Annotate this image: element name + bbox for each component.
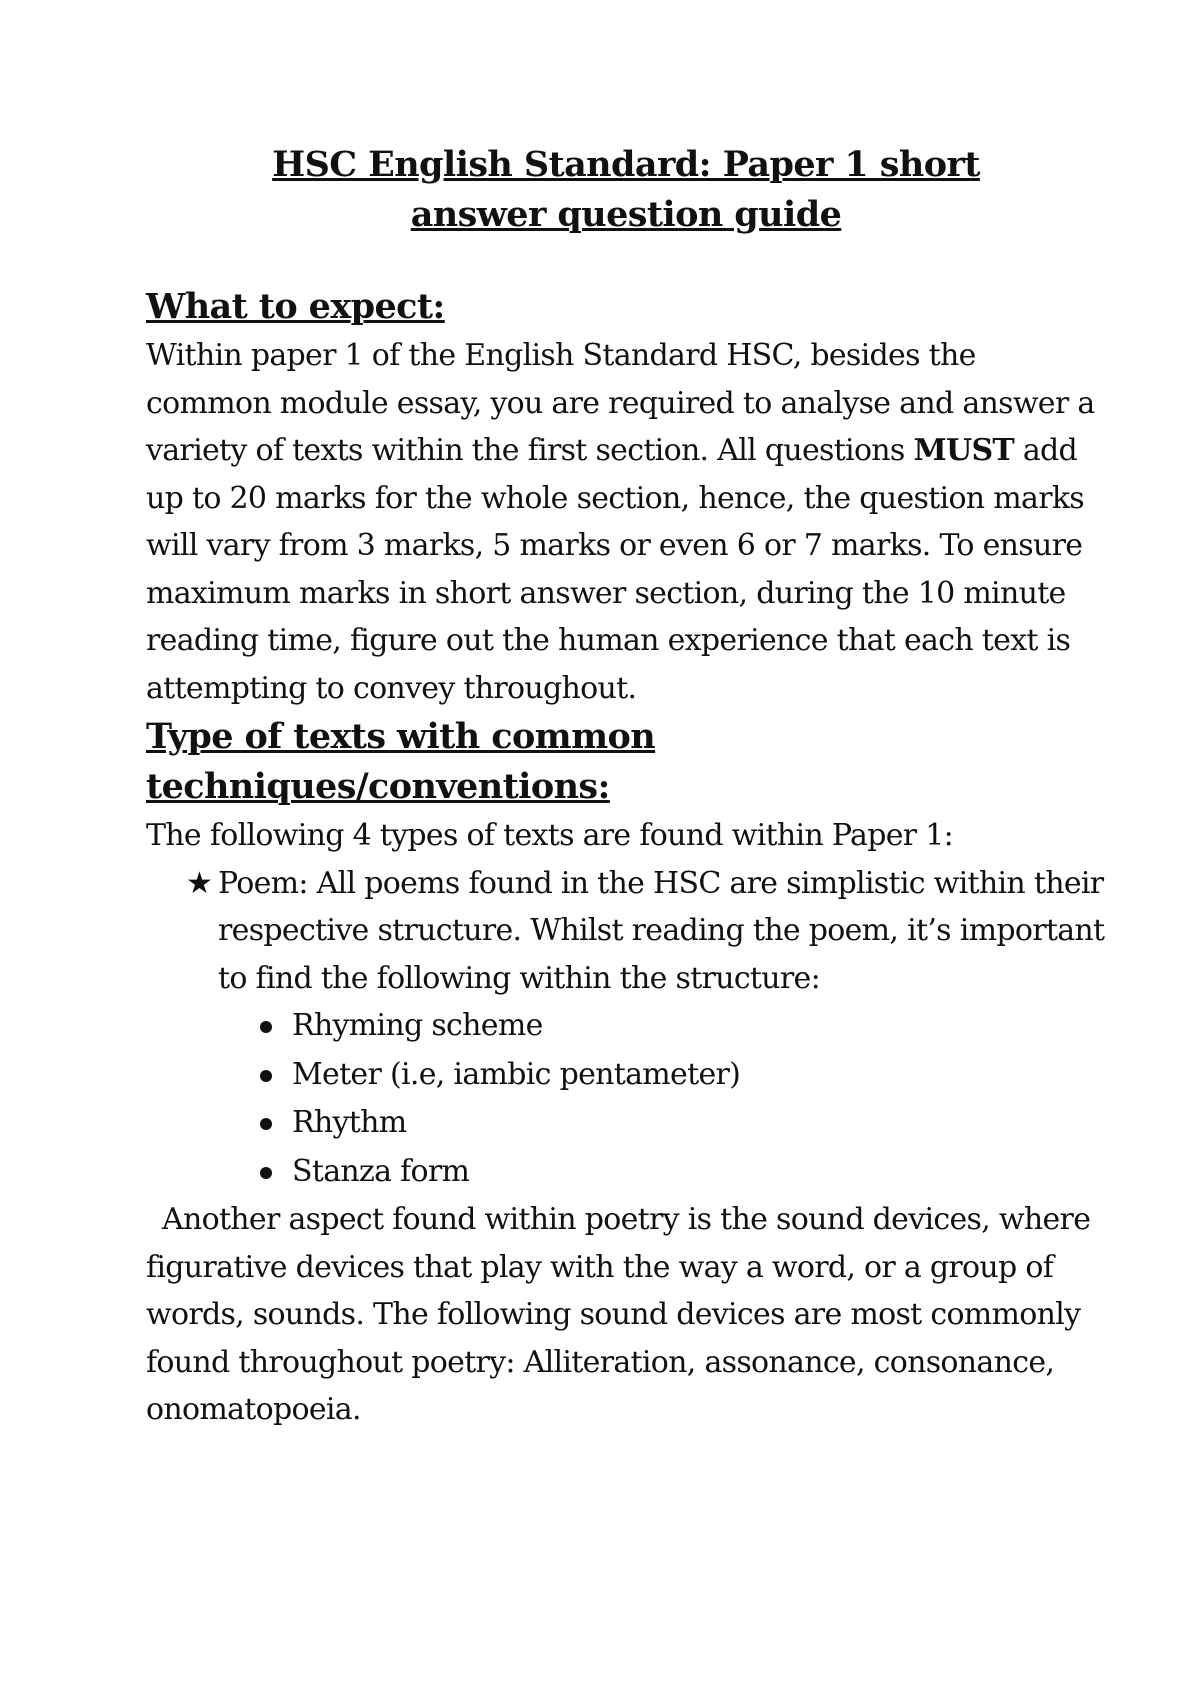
paragraph-text-end: add up to 20 marks for the whole section, hence, the question marks will vary from 3 marks, 5 marks or even 6 or 7 marks. To ensure maximum marks in short answer section, during the 10 minute reading time, figure out the human experience that each text is attempting to convey throughout.	[146, 433, 1085, 706]
star-bullet-icon: ★	[186, 865, 213, 901]
list-item: Rhyming scheme	[292, 1002, 1106, 1051]
poem-list-item	[146, 860, 1106, 1003]
title-line-2: answer question guide	[410, 194, 842, 235]
document-page	[146, 140, 1106, 1434]
types-heading-line-2: techniques/conventions:	[146, 766, 610, 807]
title-line-1: HSC English Standard: Paper 1 short	[272, 144, 980, 185]
list-item: Rhythm	[292, 1099, 1106, 1148]
bullet-icon	[260, 1118, 272, 1130]
paragraph-text-start: Within paper 1 of the English Standard HSC, besides the common module essay, you are required to analyse and answer a variety of texts within the first section. All questions	[146, 338, 1095, 468]
bullet-icon	[260, 1021, 272, 1033]
types-heading-line-1: Type of texts with common	[146, 716, 656, 757]
list-item: Meter (i.e, iambic pentameter)	[292, 1051, 1106, 1100]
what-to-expect-heading: What to expect:	[146, 286, 445, 327]
types-of-texts-heading	[146, 712, 1106, 812]
bullet-icon	[260, 1070, 272, 1082]
list-item: Stanza form	[292, 1148, 1106, 1197]
must-emphasis: MUST	[913, 433, 1015, 468]
bullet-icon	[260, 1167, 272, 1179]
what-to-expect-paragraph	[146, 332, 1106, 712]
poem-item-text: Poem: All poems found in the HSC are simplistic within their respective structure. Whilst reading the poem, it’s important to find the following within the structure:	[218, 865, 1105, 996]
types-intro: The following 4 types of texts are found within Paper 1:	[146, 818, 954, 853]
sound-devices-paragraph: Another aspect found within poetry is the sound devices, where figurative devices that play with the way a word, or a group of words, sounds. The following sound devices are most commonly found throughout poetry: Alliteration, assonance, consonance, onomatopoeia.	[146, 1202, 1091, 1427]
document-title	[146, 140, 1106, 240]
structure-list	[146, 1002, 1106, 1196]
